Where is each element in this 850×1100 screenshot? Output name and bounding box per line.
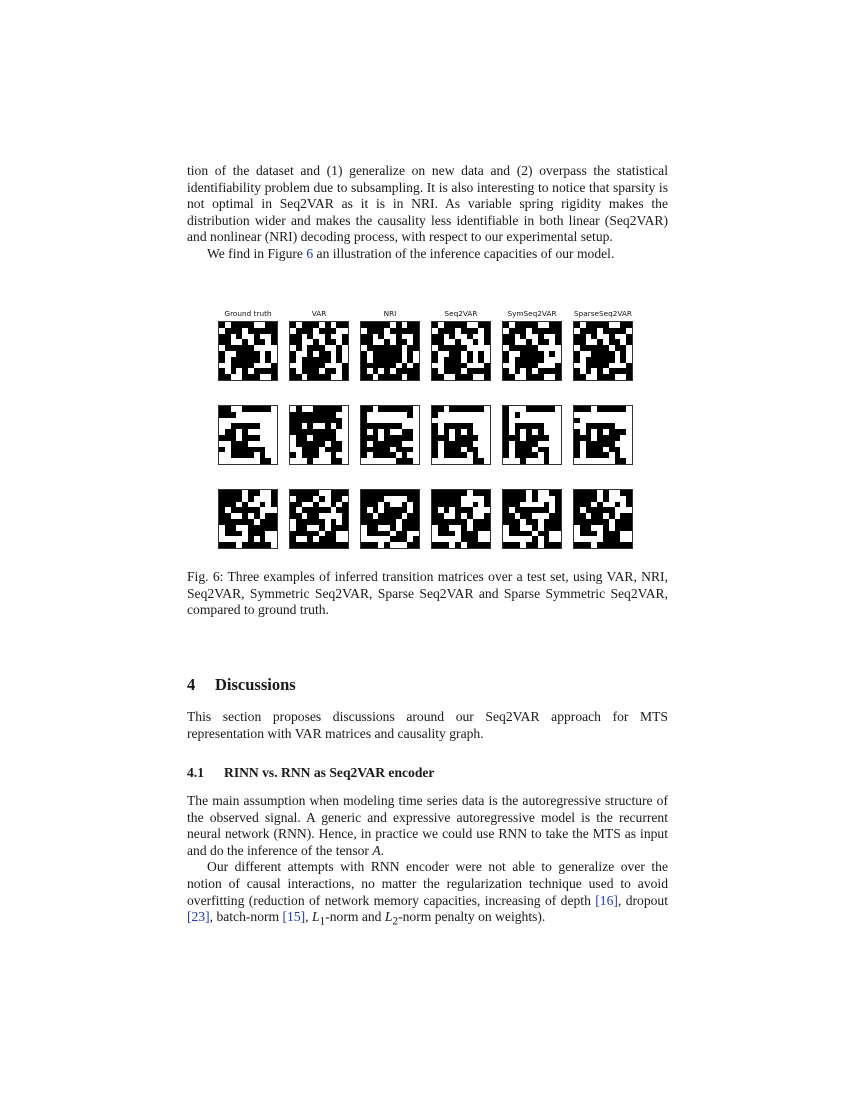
subsection-number: 4.1: [187, 765, 204, 780]
matrix-cell: [484, 458, 490, 464]
col-title-sparseseq2var: SparseSeq2VAR: [573, 309, 632, 318]
paragraph-attempts: Our different attempts with RNN encoder were not able to generalize over the notion of causal interactions, no matter the regularization technique used to avoid overfitting (reduction of network memory capacities, increasing of depth [16], dropout [23], batch-norm [15], $L_1$-norm and $L_2$-norm penalty on weights).: [187, 859, 668, 928]
matrix-nri-example-3: [360, 489, 420, 549]
matrix-cell: [413, 542, 419, 548]
citation-16[interactable]: [16]: [595, 892, 618, 908]
col-title-var: VAR: [311, 309, 327, 318]
matrix-cell: [626, 458, 632, 464]
matrix-cell: [413, 374, 419, 380]
matrix-sparseseq2var-example-3: [573, 489, 633, 549]
matrix-cell: [626, 374, 632, 380]
matrix-cell: [555, 458, 561, 464]
paragraph-figure-reference: We find in Figure 6 an illustration of the inference capacities of our model.: [207, 245, 615, 261]
figure-6-link[interactable]: 6: [306, 245, 314, 261]
matrix-cell: [342, 374, 348, 380]
matrix-ground-truth-example-3: [218, 489, 278, 549]
matrix-nri-example-2: [360, 405, 420, 465]
matrix-cell: [271, 542, 277, 548]
matrix-cell: [413, 458, 419, 464]
matrix-cell: [271, 374, 277, 380]
matrix-ground-truth-example-2: [218, 405, 278, 465]
paragraph-rnn: The main assumption when modeling time series data is the autoregressive structure of the observed signal. A generic and expressive autoregressive model is the recurrent neural network (RNN). Hence, in practice we could use RNN to take the MTS as input and do the inference of the tensor A.: [187, 793, 668, 858]
matrix-sparseseq2var-example-2: [573, 405, 633, 465]
matrix-cell: [484, 374, 490, 380]
matrix-var-example-3: [289, 489, 349, 549]
matrix-seq2var-example-3: [431, 489, 491, 549]
section-intro: [187, 709, 668, 742]
matrix-nri-example-1: [360, 321, 420, 381]
matrix-cell: [342, 458, 348, 464]
matrix-var-example-2: [289, 405, 349, 465]
col-title-nri: NRI: [383, 309, 397, 318]
tensor-symbol: A: [372, 842, 381, 858]
matrix-seq2var-example-1: [431, 321, 491, 381]
section-number: 4: [187, 675, 196, 694]
matrix-ground-truth-example-1: [218, 321, 278, 381]
figure-caption: [187, 569, 668, 619]
matrix-cell: [484, 542, 490, 548]
col-title-ground-truth: Ground truth: [224, 309, 272, 318]
citation-23[interactable]: [23]: [187, 909, 210, 925]
section-title: Discussions: [215, 675, 296, 694]
citation-15[interactable]: [15]: [282, 909, 306, 925]
subsection-heading: [187, 765, 434, 781]
caption-label: Fig. 6:: [187, 569, 224, 584]
matrix-var-example-1: [289, 321, 349, 381]
matrix-cell: [271, 458, 277, 464]
subsection-body: [187, 793, 668, 930]
matrix-symseq2var-example-2: [502, 405, 562, 465]
matrix-seq2var-example-2: [431, 405, 491, 465]
matrix-symseq2var-example-1: [502, 321, 562, 381]
subsection-title: RINN vs. RNN as Seq2VAR encoder: [224, 765, 435, 780]
matrix-symseq2var-example-3: [502, 489, 562, 549]
col-title-seq2var: Seq2VAR: [444, 309, 478, 318]
matrix-cell: [555, 374, 561, 380]
section-heading: [187, 675, 296, 695]
col-title-symseq2var: SymSeq2VAR: [507, 309, 557, 318]
paragraph-continuation: tion of the dataset and (1) generalize on new data and (2) overpass the statistical identifiability problem due to subsampling. It is also interesting to notice that sparsity is not optimal in Seq2VAR as it is in NRI. As variable spring rigidity makes the distribution wider and makes the causality less identifiable in both linear (Seq2VAR) and nonlinear (NRI) decoding process, with respect to our experimental setup.: [187, 163, 668, 245]
matrix-cell: [342, 542, 348, 548]
matrix-sparseseq2var-example-1: [573, 321, 633, 381]
body-paragraph-top: [187, 163, 668, 263]
section-intro-text: This section proposes discussions around our Seq2VAR approach for MTS representation with VAR matrices and causality graph.: [187, 709, 668, 741]
caption-text: Three examples of inferred transition matrices over a test set, using VAR, NRI, Seq2VAR, Symmetric Seq2VAR, Sparse Seq2VAR and Sparse Symmetric Seq2VAR, compared to ground truth.: [187, 569, 668, 618]
matrix-cell: [555, 542, 561, 548]
matrix-cell: [626, 542, 632, 548]
figure-6-transition-matrices: [210, 309, 640, 553]
